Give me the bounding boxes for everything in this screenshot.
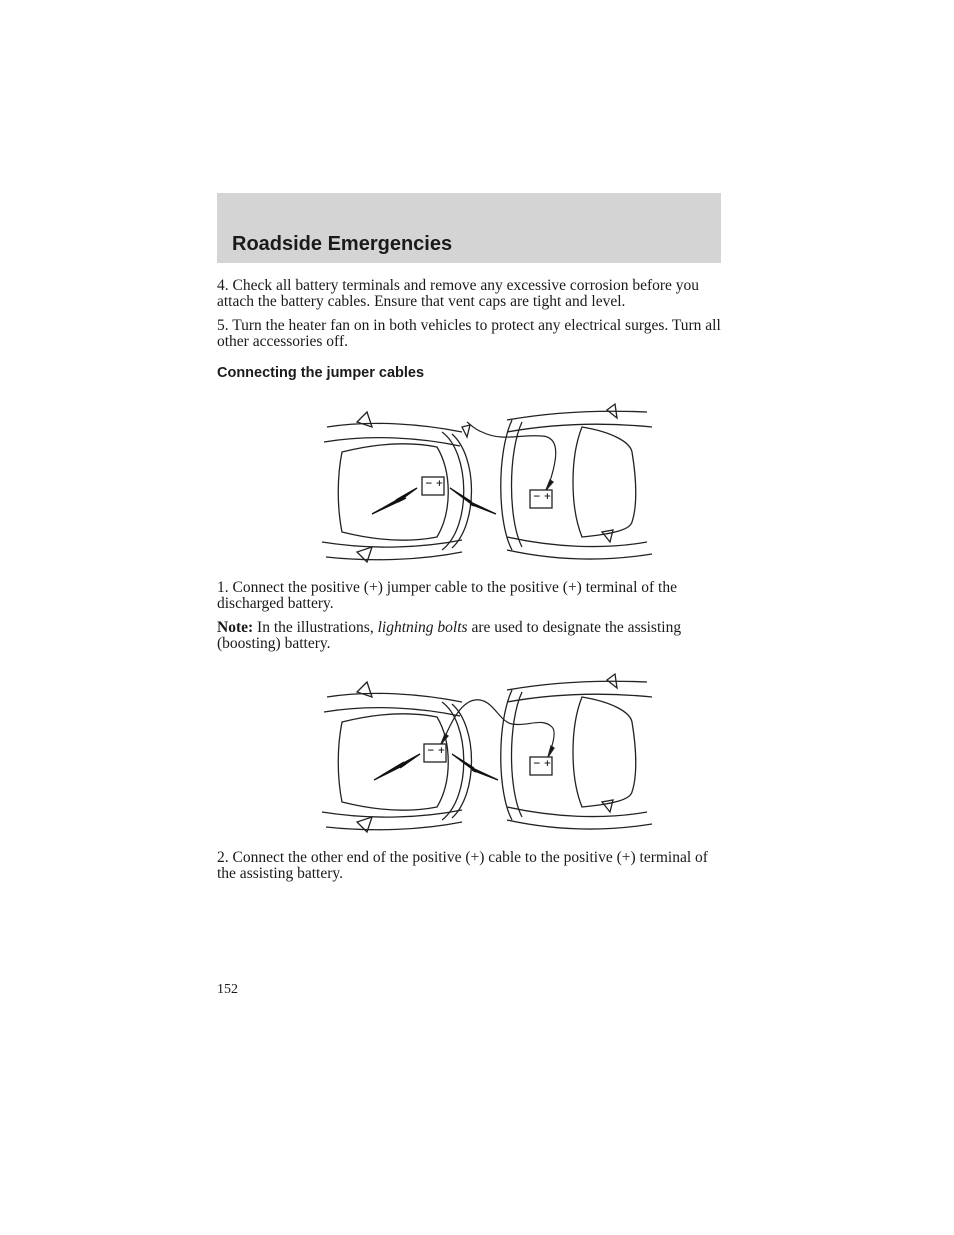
- section-header-band: [217, 193, 721, 263]
- section-title: Roadside Emergencies: [232, 233, 453, 255]
- discharged-vehicle-illustration: [322, 412, 472, 562]
- battery-icon-discharged: [424, 744, 446, 762]
- discharged-vehicle-illustration: [322, 682, 472, 832]
- page-number: 152: [217, 982, 238, 997]
- step-1-paragraph: 1. Connect the positive (+) jumper cable to the positive (+) terminal of the discharged battery.: [217, 579, 677, 612]
- cable-clamp-icon: [546, 480, 553, 490]
- note-text-after: are used to designate the assisting (boosting) battery.: [217, 619, 682, 652]
- note-label: Note:: [217, 619, 254, 636]
- assisting-vehicle-illustration: [501, 674, 652, 829]
- note-paragraph: [217, 620, 722, 652]
- battery-terminal-label: − +: [533, 759, 552, 769]
- step-2-paragraph: 2. Connect the other end of the positive (+) cable to the positive (+) terminal of the assisting battery.: [217, 849, 708, 882]
- subsection-heading: Connecting the jumper cables: [217, 365, 425, 381]
- jumper-cable-figure-2: [312, 672, 657, 838]
- battery-terminal-label: − +: [533, 492, 552, 502]
- step-5-paragraph: 5. Turn the heater fan on in both vehicles to protect any electrical surges. Turn all other accessories off.: [217, 317, 721, 350]
- battery-icon-assisting: [530, 490, 552, 508]
- battery-terminal-label: − +: [425, 479, 444, 489]
- battery-terminal-label: − +: [427, 746, 446, 756]
- jumper-cable-figure-1: [312, 402, 657, 568]
- note-text-before: In the illustrations,: [253, 619, 378, 636]
- assisting-vehicle-illustration: [501, 404, 652, 559]
- battery-icon-assisting: [530, 757, 552, 775]
- step-4-paragraph: 4. Check all battery terminals and remove any excessive corrosion before you attach the battery cables. Ensure that vent caps are tight and level.: [217, 277, 700, 310]
- cable-clamp-icon: [548, 746, 554, 757]
- note-emphasis: lightning bolts: [377, 619, 468, 636]
- battery-icon-discharged: [422, 477, 444, 495]
